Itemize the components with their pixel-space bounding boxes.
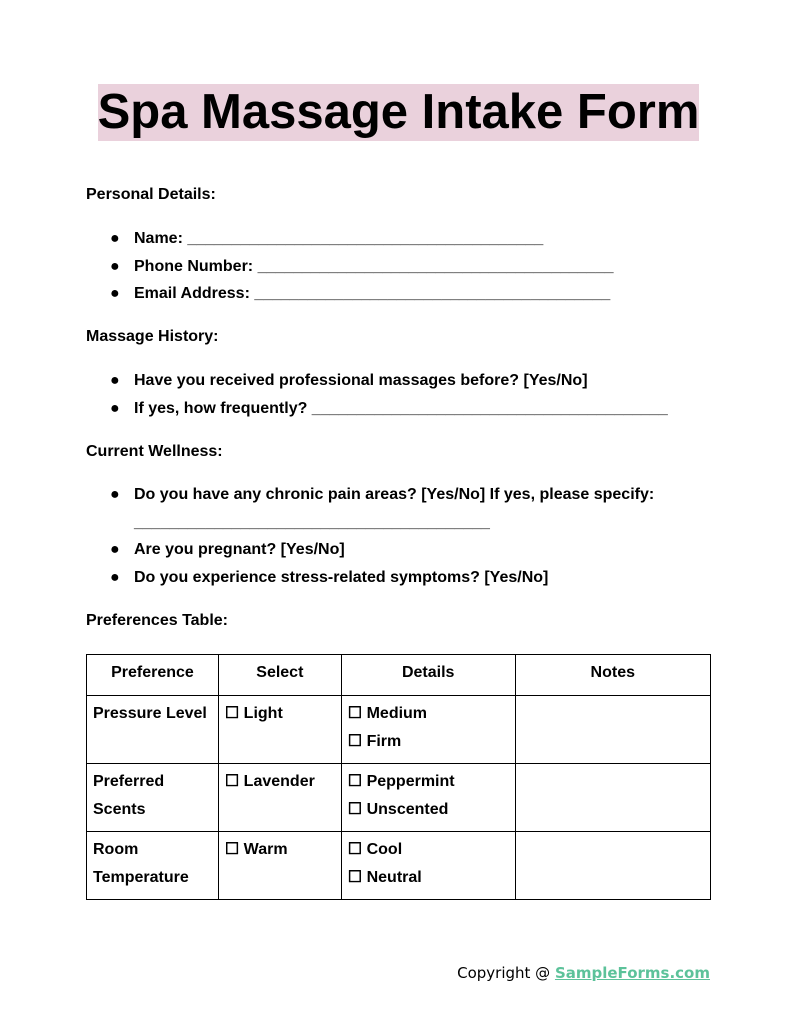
bullet-icon: ●: [110, 285, 120, 302]
notes-cell[interactable]: [515, 764, 710, 832]
checkbox-option[interactable]: ☐ Warm: [224, 841, 288, 858]
table-row: [87, 764, 711, 832]
copyright-footer: [457, 964, 710, 982]
table-row: [87, 832, 711, 900]
list-item: [86, 253, 706, 281]
pregnancy-question: Are you pregnant? [Yes/No]: [134, 541, 345, 558]
list-item: [86, 536, 706, 564]
title-wrap: [0, 84, 797, 141]
bullet-icon: ●: [110, 230, 120, 247]
details-cell: [341, 832, 515, 900]
list-item: [86, 225, 706, 253]
bullet-icon: ●: [110, 486, 120, 503]
column-header-select: Select: [218, 655, 341, 696]
current-wellness-list: [86, 481, 706, 591]
personal-details-list: [86, 225, 706, 308]
email-field-label: Email Address: ________________________________________: [134, 285, 611, 302]
phone-field-label: Phone Number: ________________________________________: [134, 257, 614, 275]
massage-history-heading: Massage History:: [86, 328, 219, 345]
notes-cell[interactable]: [515, 832, 710, 900]
column-header-notes: Notes: [515, 655, 710, 696]
notes-cell[interactable]: [515, 696, 710, 764]
column-header-details: Details: [341, 655, 515, 696]
table-row: [87, 696, 711, 764]
personal-details-heading: Personal Details:: [86, 186, 216, 203]
stress-question: Do you experience stress-related symptoms? [Yes/No]: [134, 568, 549, 586]
select-cell: [218, 832, 341, 900]
preference-cell: Preferred Scents: [87, 764, 219, 832]
list-item: [86, 367, 706, 395]
preference-cell: Pressure Level: [87, 696, 219, 764]
bullet-icon: ●: [110, 257, 120, 275]
column-header-preference: Preference: [87, 655, 219, 696]
details-cell: [341, 764, 515, 832]
checkbox-option[interactable]: ☐ Peppermint: [347, 773, 455, 790]
select-cell: [218, 764, 341, 832]
preferences-table-heading: Preferences Table:: [86, 612, 228, 629]
current-wellness-heading: Current Wellness:: [86, 443, 223, 460]
list-item: [86, 280, 706, 308]
checkbox-option[interactable]: ☐ Cool: [347, 841, 403, 858]
bullet-icon: ●: [110, 372, 120, 389]
checkbox-option[interactable]: ☐ Firm: [347, 732, 402, 750]
pain-question: Do you have any chronic pain areas? [Yes/No] If yes, please specify: ________________________________________: [134, 486, 655, 531]
massage-history-list: [86, 367, 706, 422]
list-item: [86, 395, 706, 423]
checkbox-option[interactable]: ☐ Medium: [347, 705, 428, 722]
checkbox-option[interactable]: ☐ Neutral: [347, 868, 422, 886]
copyright-prefix: Copyright @: [457, 964, 555, 982]
select-cell: [218, 696, 341, 764]
checkbox-option[interactable]: ☐ Lavender: [224, 773, 315, 790]
bullet-icon: ●: [110, 541, 120, 558]
sampleforms-link[interactable]: SampleForms.com: [554, 964, 710, 982]
list-item: [86, 481, 706, 536]
history-question: Have you received professional massages before? [Yes/No]: [134, 372, 588, 389]
list-item: [86, 564, 706, 592]
bullet-icon: ●: [110, 568, 120, 586]
checkbox-option[interactable]: ☐ Unscented: [347, 800, 449, 818]
preferences-table: [86, 654, 711, 900]
bullet-icon: ●: [110, 399, 120, 417]
frequency-question: If yes, how frequently? ________________________________________: [134, 399, 668, 417]
checkbox-option[interactable]: ☐ Light: [224, 705, 283, 722]
name-field-label: Name: ________________________________________: [134, 230, 544, 247]
details-cell: [341, 696, 515, 764]
preference-cell: Room Temperature: [87, 832, 219, 900]
table-header-row: [87, 655, 711, 696]
page-title: Spa Massage Intake Form: [97, 85, 700, 139]
